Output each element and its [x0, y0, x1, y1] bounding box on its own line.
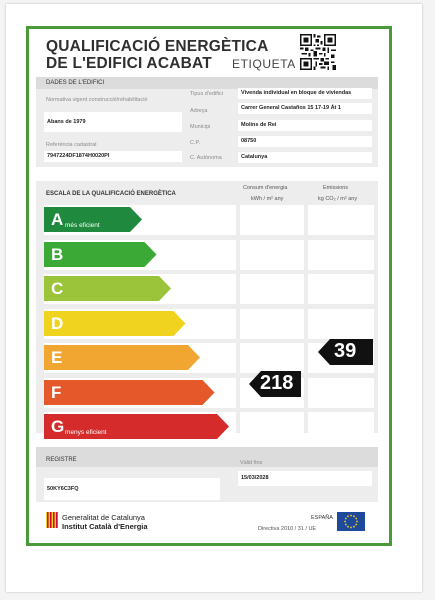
consumption-value: 218: [260, 372, 294, 394]
qr-code-icon: [300, 34, 336, 70]
eu-star-icon: [345, 518, 347, 520]
cadastral-label: Referència cadastral: [46, 142, 97, 148]
consumption-header: Consum d'energia: [243, 185, 288, 191]
scale-grid-cell: [240, 412, 304, 442]
scale-grid-cell: [240, 274, 304, 304]
energy-class-letter: D: [51, 313, 64, 333]
registry-value: 50KY6C3FQ: [44, 478, 220, 500]
municipality-value: Molins de Rei: [238, 120, 372, 131]
title-line-1: QUALIFICACIÓ ENERGÈTICA: [46, 38, 269, 55]
energy-class-letter: E: [51, 348, 63, 367]
eu-star-icon: [355, 524, 357, 526]
address-label: Adreça: [190, 108, 208, 114]
registry-label: REGISTRE: [46, 457, 77, 463]
eu-star-icon: [353, 515, 355, 517]
eu-flag-icon: [337, 512, 365, 531]
cadastral-value: 7947224DF1874H0020PI: [44, 151, 182, 162]
energy-class-letter: F: [51, 382, 62, 402]
emissions-value: 39: [334, 340, 357, 362]
regulation-value: Abans de 1979: [44, 112, 182, 132]
consumption-unit: kWh / m² any: [251, 196, 284, 202]
region-value: Catalunya: [238, 152, 372, 163]
label-type: ETIQUETA: [232, 57, 296, 71]
energy-class-letter: G: [51, 417, 65, 436]
building-type-label: Tipus d'edifici: [190, 91, 223, 97]
country-label: ESPAÑA: [311, 515, 333, 521]
region-label: C. Autònoma: [190, 155, 222, 161]
eu-star-icon: [350, 515, 352, 517]
energy-class-letter: B: [51, 244, 64, 264]
eu-star-icon: [350, 527, 352, 529]
eu-star-icon: [353, 526, 355, 528]
valid-until-label: Vàlid fins: [240, 460, 263, 466]
eu-star-icon: [344, 521, 346, 523]
energy-class-sub-label: més eficient: [65, 222, 100, 229]
title-line-2: DE L'EDIFICI ACABAT: [46, 55, 212, 72]
scale-grid-cell: [240, 240, 304, 270]
eu-star-icon: [355, 518, 357, 520]
regulation-label: Normativa vigent construcció/rehabilitació: [46, 97, 148, 103]
scale-grid-cell: [308, 274, 374, 304]
building-section-title: DADES DE L'EDIFICI: [46, 80, 105, 86]
eu-star-icon: [356, 521, 358, 523]
energy-class-bar-f: [44, 380, 215, 405]
eu-star-icon: [345, 524, 347, 526]
scale-grid-cell: [308, 412, 374, 442]
scale-grid-cell: [240, 309, 304, 339]
eu-star-icon: [347, 526, 349, 528]
scale-grid-cell: [240, 343, 304, 373]
address-value: Carrer General Castaños 15 17-19 Át 1: [238, 103, 372, 114]
scale-grid-cell: [308, 378, 374, 408]
energy-class-sub-label: menys eficient: [65, 429, 107, 436]
emissions-unit: kg CO₂ / m² any: [318, 196, 358, 202]
scale-grid-cell: [308, 205, 374, 235]
building-type-value: Vivenda individual en bloque de viviendas: [238, 88, 372, 99]
scale-grid-cell: [308, 240, 374, 270]
valid-until-value: 15/03/2028: [238, 471, 372, 486]
emissions-header: Emissions: [323, 185, 349, 191]
scale-grid-cell: [240, 205, 304, 235]
org-name-line-1: Generalitat de Catalunya: [62, 513, 145, 522]
directive-label: Directiva 2010 / 31 / UE: [258, 526, 317, 532]
registry-section-header: [36, 447, 378, 467]
generalitat-logo-icon: [46, 512, 58, 528]
postal-code-label: C.P.: [190, 140, 200, 146]
energy-class-bar-d: [44, 311, 186, 336]
scale-section-title: ESCALA DE LA QUALIFICACIÓ ENERGÈTICA: [46, 191, 176, 197]
energy-class-bar-e: [44, 345, 200, 370]
eu-star-icon: [347, 515, 349, 517]
scale-grid-cell: [308, 309, 374, 339]
postal-code-value: 08750: [238, 136, 372, 147]
municipality-label: Municipi: [190, 124, 211, 130]
energy-class-letter: C: [51, 279, 64, 298]
energy-class-letter: A: [51, 210, 64, 229]
org-name-line-2: Institut Català d'Energia: [62, 522, 148, 531]
